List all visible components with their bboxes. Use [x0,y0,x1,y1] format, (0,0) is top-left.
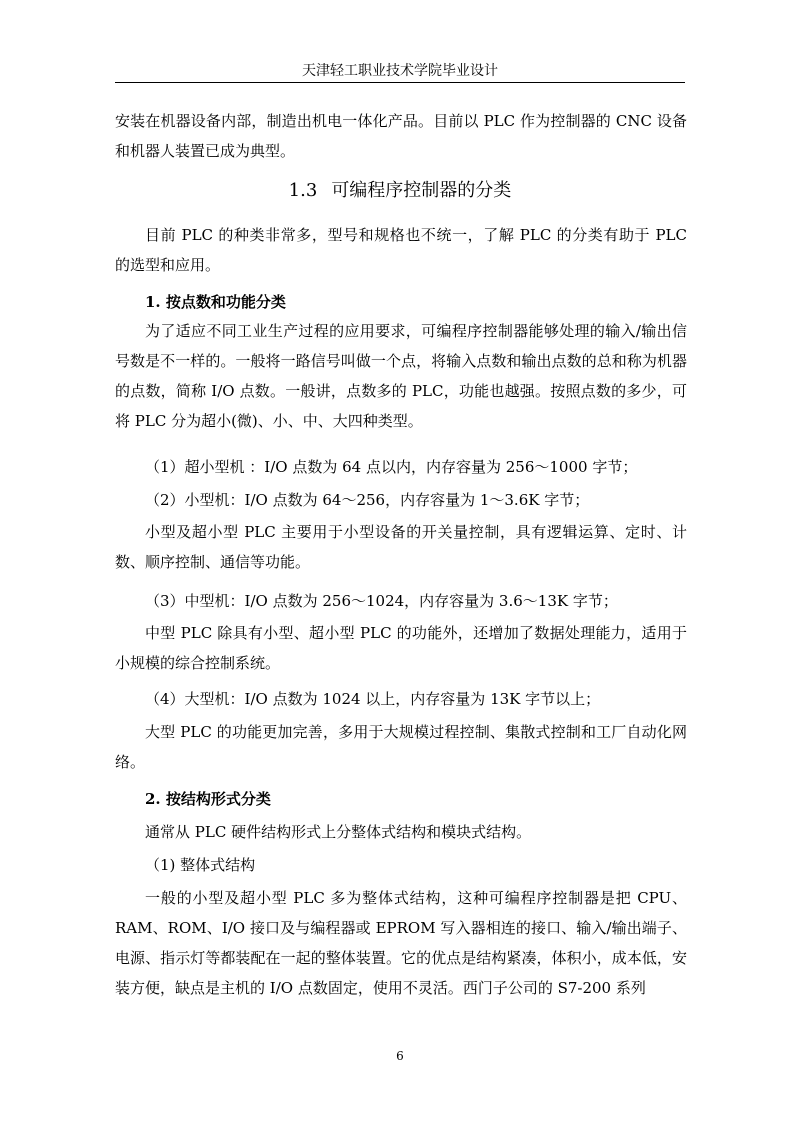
paragraph-continuation: 安装在机器设备内部，制造出机电一体化产品。目前以 PLC 作为控制器的 CNC 设备和机器人装置已成为典型。 [115,112,687,160]
list-item-medium: （3）中型机：I/O 点数为 256～1024，内存容量为 3.6～13K 字节； [145,592,618,610]
section-heading [115,176,685,206]
list-item-small: （2）小型机：I/O 点数为 64～256，内存容量为 1～3.6K 字节； [145,491,590,509]
list-item-large: （4）大型机：I/O 点数为 1024 以上，内存容量为 13K 字节以上； [145,690,601,708]
page-header-title: 天津轻工职业技术学院毕业设计 [302,63,498,79]
section-title: 可编程序控制器的分类 [331,180,512,201]
paragraph-small-usage: 小型及超小型 PLC 主要用于小型设备的开关量控制，具有逻辑运算、定时、计数、顺序控制、通信等功能。 [115,523,687,571]
section-number: 1.3 [288,180,318,201]
paragraph-integral-description: 一般的小型及超小型 PLC 多为整体式结构，这种可编程序控制器是把 CPU、RAM、ROM、I/O 接口及与编程器或 EPROM 写入器相连的接口、输入/输出端子、电源、指示灯等都装配在一起的整体装置。它的优点是结构紧凑，体积小，成本低，安装方便，缺点是主机的 I/O 点数固定，使用不灵活。西门子公司的 S7-200 系列 [115,889,687,997]
paragraph-structure-intro: 通常从 PLC 硬件结构形式上分整体式结构和模块式结构。 [145,823,532,841]
header-divider [115,82,685,83]
list-item-integral: （1) 整体式结构 [145,856,256,874]
subheading-by-points: 1. 按点数和功能分类 [145,293,286,311]
paragraph-medium-usage: 中型 PLC 除具有小型、超小型 PLC 的功能外，还增加了数据处理能力，适用于小规模的综合控制系统。 [115,624,687,672]
page-number: 6 [396,1049,404,1063]
paragraph-large-usage: 大型 PLC 的功能更加完善，多用于大规模过程控制、集散式控制和工厂自动化网络。 [115,723,687,771]
subheading-by-structure: 2. 按结构形式分类 [145,790,271,808]
paragraph-intro: 目前 PLC 的种类非常多，型号和规格也不统一，了解 PLC 的分类有助于 PLC 的选型和应用。 [115,226,687,274]
paragraph-points-definition: 为了适应不同工业生产过程的应用要求，可编程序控制器能够处理的输入/输出信号数是不一样的。一般将一路信号叫做一个点，将输入点数和输出点数的总和称为机器的点数，简称 I/O 点数。一般讲，点数多的 PLC，功能也越强。按照点数的多少，可将 PLC 分为超小(微)、小、中、大四种类型。 [115,322,687,430]
list-item-micro: （1）超小型机 ：I/O 点数为 64 点以内，内存容量为 256～1000 字节； [145,458,638,476]
